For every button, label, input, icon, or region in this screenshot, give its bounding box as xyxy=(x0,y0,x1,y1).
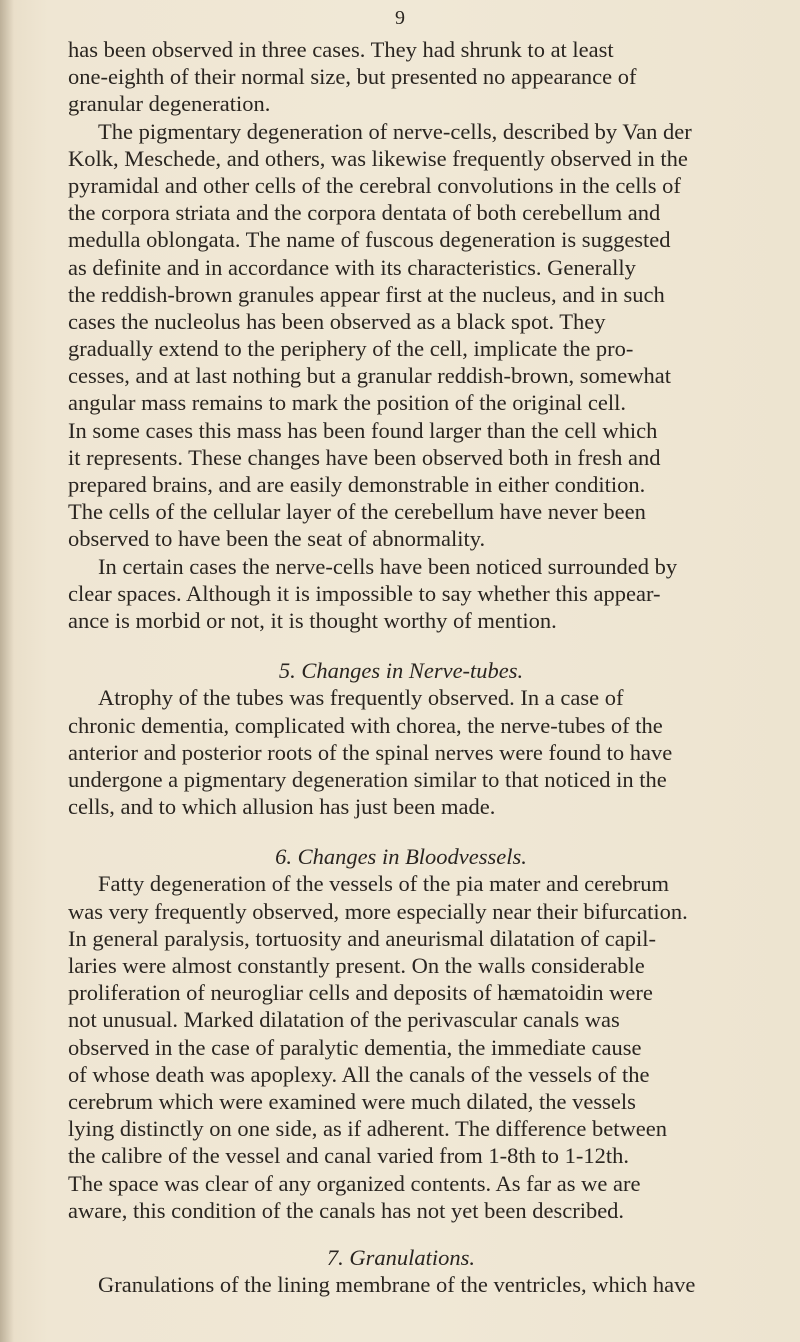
text-line: Granulations of the lining membrane of the ventricles, which have xyxy=(98,1272,696,1298)
text-line: one-eighth of their normal size, but presented no appearance of xyxy=(68,64,637,90)
text-line: pyramidal and other cells of the cerebral convolutions in the cells of xyxy=(68,172,681,198)
text-line: In general paralysis, tortuosity and aneurismal dilatation of capil- xyxy=(68,925,656,951)
spacer xyxy=(68,820,734,843)
text-line: was very frequently observed, more especially near their bifurcation. xyxy=(68,898,688,924)
text-line: prepared brains, and are easily demonstrable in either condition. xyxy=(68,472,646,497)
text-line: anterior and posterior roots of the spinal nerves were found to have xyxy=(68,739,673,765)
section-heading: 7. Granulations. xyxy=(326,1244,476,1270)
section-heading: 6. Changes in Bloodvessels. xyxy=(275,844,527,870)
paragraph xyxy=(68,118,734,553)
text-line: has been observed in three cases. They had shrunk to at least xyxy=(68,37,614,62)
text-line: aware, this condition of the canals has not yet been described. xyxy=(68,1197,625,1223)
text-line: clear spaces. Although it is impossible to say whether this appear- xyxy=(68,580,661,606)
text-line: observed in the case of paralytic dementia, the immediate cause xyxy=(68,1034,642,1060)
gutter-shadow xyxy=(0,0,14,1342)
text-line: Fatty degeneration of the vessels of the pia mater and cerebrum xyxy=(98,871,670,897)
text-line: undergone a pigmentary degeneration similar to that noticed in the xyxy=(68,766,667,792)
text-line: In some cases this mass has been found larger than the cell which xyxy=(68,417,658,443)
text-line: of whose death was apoplexy. All the canals of the vessels of the xyxy=(68,1061,650,1087)
text-line: laries were almost constantly present. On the walls considerable xyxy=(68,953,645,978)
text-line: chronic dementia, complicated with chorea, the nerve-tubes of the xyxy=(68,712,663,738)
text-line: cesses, and at last nothing but a granular reddish-brown, somewhat xyxy=(68,363,671,389)
text-line: Kolk, Meschede, and others, was likewise frequently observed in the xyxy=(68,145,688,171)
text-line: angular mass remains to mark the position of the original cell. xyxy=(68,390,626,416)
page-number: 9 xyxy=(395,7,405,29)
text-line: as definite and in accordance with its characteristics. Generally xyxy=(68,254,636,280)
text-line: the reddish-brown granules appear first at the nucleus, and in such xyxy=(68,281,665,307)
text-line: not unusual. Marked dilatation of the perivascular canals was xyxy=(68,1007,620,1033)
text-line: The space was clear of any organized contents. As far as we are xyxy=(68,1170,641,1196)
text-line: Atrophy of the tubes was frequently observed. In a case of xyxy=(98,685,624,711)
text-line: cases the nucleolus has been observed as a black spot. They xyxy=(68,308,606,334)
paragraph xyxy=(68,553,734,635)
paragraph xyxy=(68,36,734,118)
section-bloodvessels xyxy=(68,843,734,1224)
section-heading: 5. Changes in Nerve-tubes. xyxy=(278,658,524,684)
text-line: The pigmentary degeneration of nerve-cells, described by Van der xyxy=(98,118,692,144)
text-line: medulla oblongata. The name of fuscous degeneration is suggested xyxy=(68,227,671,253)
text-line: ance is morbid or not, it is thought worthy of mention. xyxy=(68,607,557,633)
text-line: granular degeneration. xyxy=(68,91,271,117)
spacer xyxy=(68,1224,734,1244)
text-line: The cells of the cellular layer of the cerebellum have never been xyxy=(68,499,646,525)
text-line: proliferation of neurogliar cells and deposits of hæmatoidin were xyxy=(68,980,653,1006)
text-line: In certain cases the nerve-cells have been noticed surrounded by xyxy=(98,553,678,579)
text-line: observed to have been the seat of abnormality. xyxy=(68,526,486,552)
text-line: cerebrum which were examined were much dilated, the vessels xyxy=(68,1088,636,1114)
spacer xyxy=(68,634,734,657)
text-line: gradually extend to the periphery of the cell, implicate the pro- xyxy=(68,336,634,362)
text-line: the corpora striata and the corpora dentata of both cerebellum and xyxy=(68,200,661,226)
text-line: it represents. These changes have been observed both in fresh and xyxy=(68,444,661,470)
text-line: the calibre of the vessel and canal varied from 1-8th to 1-12th. xyxy=(68,1143,630,1169)
body-text xyxy=(68,36,734,1298)
section-granulations xyxy=(68,1244,734,1298)
text-line: cells, and to which allusion has just been made. xyxy=(68,794,496,820)
section-nerve-tubes xyxy=(68,657,734,820)
text-line: lying distinctly on one side, as if adherent. The difference between xyxy=(68,1116,667,1142)
